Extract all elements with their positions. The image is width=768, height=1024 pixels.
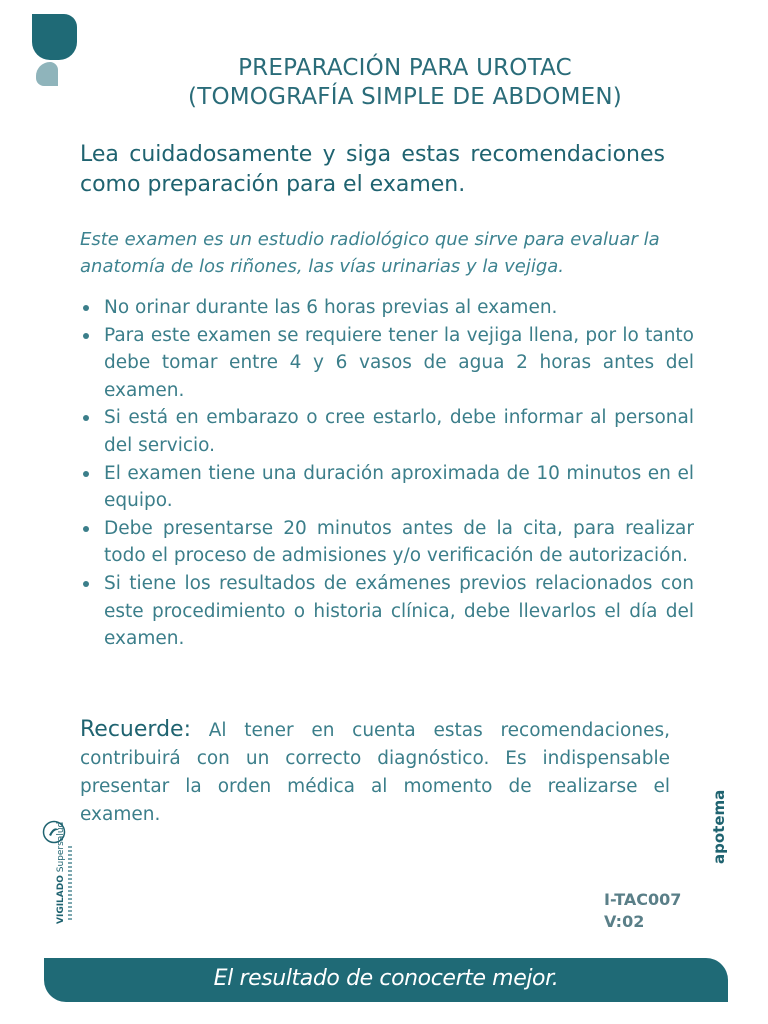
vigilado-label: VIGILADO (56, 875, 66, 924)
document-code-id: I-TAC007 (604, 890, 682, 909)
list-item: Si está en embarazo o cree estarlo, debe informar al personal del servicio. (104, 404, 694, 459)
reminder-paragraph (80, 716, 670, 829)
document-code (604, 889, 681, 933)
supersalud-seal (34, 820, 80, 930)
document-version: V:02 (604, 912, 645, 931)
apotema-brand (700, 789, 750, 870)
supersalud-vertical-text (56, 822, 66, 924)
supersalud-name: Supersalud (56, 821, 66, 873)
lead-paragraph: Lea cuidadosamente y siga estas recomendaciones como preparación para el examen. (80, 142, 665, 197)
supersalud-fine-print (68, 846, 72, 920)
recommendations-list (80, 294, 694, 653)
title-line-1: PREPARACIÓN PARA UROTAC (238, 55, 572, 81)
list-item: Si tiene los resultados de exámenes previos relacionados con este procedimiento o historia clínica, debe llevarlos el día del examen. (104, 570, 694, 653)
reminder-label: Recuerde: (80, 717, 191, 742)
apotema-wordmark: apotema (710, 789, 728, 864)
brand-logo-mark (30, 12, 78, 88)
page-title (130, 54, 680, 112)
list-item: Para este examen se requiere tener la vejiga llena, por lo tanto debe tomar entre 4 y 6 vasos de agua 2 horas antes del examen. (104, 322, 694, 405)
list-item: Debe presentarse 20 minutos antes de la cita, para realizar todo el proceso de admisiones y/o verificación de autorización. (104, 515, 694, 570)
list-item: No orinar durante las 6 horas previas al examen. (104, 294, 694, 322)
title-line-2: (TOMOGRAFÍA SIMPLE DE ABDOMEN) (188, 84, 622, 110)
intro-paragraph: Este examen es un estudio radiológico que sirve para evaluar la anatomía de los riñones, las vías urinarias y la vejiga. (80, 229, 660, 277)
list-item: El examen tiene una duración aproximada de 10 minutos en el equipo. (104, 460, 694, 515)
footer-banner (44, 958, 728, 1002)
footer-tagline: El resultado de conocerte mejor. (213, 966, 559, 991)
reminder-text: Al tener en cuenta estas recomendaciones, contribuirá con un correcto diagnóstico. Es indispensable presentar la orden médica al momento de realizarse el examen. (80, 720, 670, 825)
